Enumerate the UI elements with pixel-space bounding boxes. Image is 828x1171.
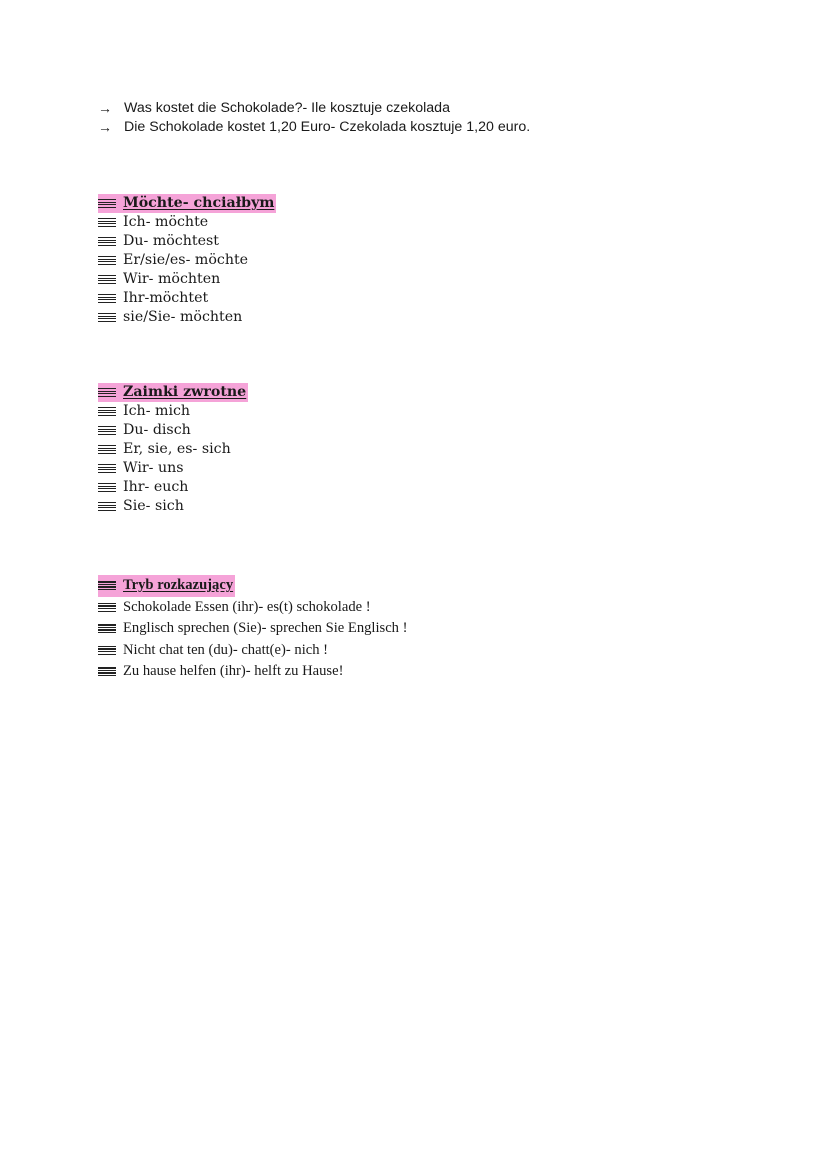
section-tryb bbox=[98, 575, 408, 683]
bullet-icon bbox=[98, 502, 116, 511]
bullet-icon bbox=[98, 294, 116, 303]
list-item-text: Wir- uns bbox=[123, 460, 184, 476]
list-item-text: Du- disch bbox=[123, 422, 191, 438]
list-item bbox=[98, 421, 248, 440]
section-heading-row bbox=[98, 383, 248, 402]
list-item-text: Ihr-möchtet bbox=[123, 290, 209, 306]
list-item bbox=[98, 459, 248, 478]
list-item-text: Ich- möchte bbox=[123, 214, 209, 230]
list-item bbox=[98, 289, 276, 308]
section-zaimki bbox=[98, 383, 248, 516]
bullet-icon bbox=[98, 426, 116, 435]
list-item bbox=[98, 478, 248, 497]
section-heading-row bbox=[98, 194, 276, 213]
bullet-icon bbox=[98, 237, 116, 246]
section-heading bbox=[98, 194, 276, 213]
list-item bbox=[98, 251, 276, 270]
section-heading-text: Zaimki zwrotne bbox=[123, 384, 247, 400]
list-item bbox=[98, 308, 276, 327]
list-item-text: Nicht chat ten (du)- chatt(e)- nich ! bbox=[123, 641, 329, 658]
list-item bbox=[98, 440, 248, 459]
list-item-text: Ihr- euch bbox=[123, 479, 189, 495]
bullet-icon bbox=[98, 407, 116, 416]
right-arrow-icon: → bbox=[98, 119, 112, 135]
bullet-icon bbox=[98, 667, 116, 676]
bullet-icon bbox=[98, 483, 116, 492]
section-heading-text: Möchte- chciałbym bbox=[123, 195, 275, 211]
section-heading-text: Tryb rozkazujący bbox=[123, 577, 234, 593]
arrow-list bbox=[98, 99, 530, 137]
right-arrow-icon: → bbox=[98, 100, 112, 116]
list-item-text: Wir- möchten bbox=[123, 271, 221, 287]
list-item-text: Ich- mich bbox=[123, 403, 191, 419]
list-item bbox=[98, 497, 248, 516]
list-item-text: Schokolade Essen (ihr)- es(t) schokolade ! bbox=[123, 598, 371, 615]
bullet-icon bbox=[98, 313, 116, 322]
bullet-icon bbox=[98, 218, 116, 227]
bullet-icon bbox=[98, 581, 116, 590]
list-item bbox=[98, 402, 248, 421]
list-item-text: Er, sie, es- sich bbox=[123, 441, 231, 457]
bullet-icon bbox=[98, 275, 116, 284]
list-item-text: Zu hause helfen (ihr)- helft zu Hause! bbox=[123, 663, 344, 679]
list-item-text: Die Schokolade kostet 1,20 Euro- Czekolada kosztuje 1,20 euro. bbox=[124, 119, 531, 135]
list-item-text: Er/sie/es- möchte bbox=[123, 252, 249, 268]
list-item bbox=[98, 640, 408, 662]
list-item-text: Sie- sich bbox=[123, 498, 184, 514]
section-heading bbox=[98, 383, 248, 402]
section-moechte bbox=[98, 194, 276, 327]
bullet-icon bbox=[98, 603, 116, 612]
list-item-text: Du- möchtest bbox=[123, 233, 219, 249]
list-item-text: Was kostet die Schokolade?- Ile kosztuje czekolada bbox=[124, 100, 450, 116]
section-heading bbox=[98, 575, 235, 597]
list-item bbox=[98, 232, 276, 251]
list-item bbox=[98, 618, 408, 640]
list-item bbox=[98, 118, 530, 137]
list-item bbox=[98, 270, 276, 289]
list-item bbox=[98, 661, 408, 683]
list-item bbox=[98, 597, 408, 619]
bullet-icon bbox=[98, 199, 116, 208]
list-item bbox=[98, 99, 530, 118]
list-item-text: sie/Sie- möchten bbox=[123, 309, 243, 325]
bullet-icon bbox=[98, 464, 116, 473]
bullet-icon bbox=[98, 624, 116, 633]
list-item bbox=[98, 213, 276, 232]
bullet-icon bbox=[98, 256, 116, 265]
bullet-icon bbox=[98, 646, 116, 655]
bullet-icon bbox=[98, 445, 116, 454]
list-item-text: Englisch sprechen (Sie)- sprechen Sie Englisch ! bbox=[123, 620, 408, 636]
section-heading-row bbox=[98, 575, 408, 597]
bullet-icon bbox=[98, 388, 116, 397]
